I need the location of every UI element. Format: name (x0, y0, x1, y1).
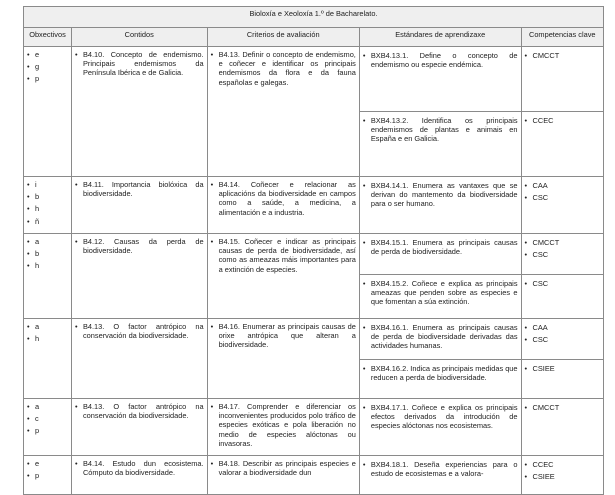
objective-item: • p (27, 426, 68, 435)
objective-item: • p (27, 74, 68, 83)
header-standards: Estándares de aprendizaxe (359, 28, 521, 47)
criterion-text: • B4.14. Coñecer e relacionar as aplicacións da biodiversidade en campos como a saúde, a medicina, a alimentación e a industria. (211, 180, 356, 217)
standard-text: • BXB4.13.2. Identifica os principais endemismos de plantas e animais en España e en Galicia. (363, 116, 518, 144)
objective-item: • h (27, 334, 68, 343)
content-text: • B4.13. O factor antrópico na conservación da biodiversidade. (75, 322, 204, 340)
standard-text: • BXB4.15.1. Enumera as principais causas de perda de biodiversidade. (363, 238, 518, 256)
criterion-text: • B4.13. Definir o concepto de endemismo, e coñecer e identificar os principais endemismos da flora e da fauna españolas e galegas. (211, 50, 356, 87)
objective-item: • b (27, 249, 68, 258)
standard-cell (359, 275, 521, 319)
competence-cell (521, 456, 603, 495)
standard-text: • BXB4.18.1. Deseña experiencias para o estudo de ecosistemas e a valora- (363, 460, 518, 478)
table-row (24, 399, 604, 456)
standard-cell (359, 112, 521, 177)
competence-item: • CMCCT (525, 238, 600, 247)
criterion-text: • B4.15. Coñecer e indicar as principais causas de perda de biodiversidade, así como as ameazas máis importantes para a extinción de especies. (211, 237, 356, 274)
competence-cell (521, 112, 603, 177)
objective-item: • c (27, 414, 68, 423)
competence-item: • CSIEE (525, 472, 600, 481)
table-row (24, 47, 604, 112)
competence-cell (521, 360, 603, 399)
objective-item: • ñ (27, 217, 68, 226)
criterion-cell (207, 399, 359, 456)
standard-cell (359, 360, 521, 399)
objective-item: • a (27, 237, 68, 246)
curriculum-table (23, 6, 604, 495)
criterion-cell (207, 319, 359, 399)
objective-item: • e (27, 50, 68, 59)
objectives-cell (24, 399, 72, 456)
objective-item: • g (27, 62, 68, 71)
competence-item: • CSC (525, 250, 600, 259)
table-row (24, 319, 604, 360)
objectives-cell (24, 47, 72, 177)
standard-text: • BXB4.16.2. Indica as principais medidas que reducen a perda de biodiversidade. (363, 364, 518, 382)
competence-cell (521, 399, 603, 456)
competence-item: • CSC (525, 279, 600, 288)
competence-item: • CSC (525, 335, 600, 344)
criterion-text: • B4.16. Enumerar as principais causas de orixe antrópica que alteran a biodiversidade. (211, 322, 356, 350)
header-competences: Competencias clave (521, 28, 603, 47)
standard-text: • BXB4.17.1. Coñece e explica os principais efectos derivados da introdución de especies alóctonas nos ecosistemas. (363, 403, 518, 431)
standard-cell (359, 234, 521, 275)
competence-item: • CMCCT (525, 403, 600, 412)
content-cell (71, 47, 207, 177)
content-cell (71, 399, 207, 456)
competence-cell (521, 47, 603, 112)
objective-item: • h (27, 204, 68, 213)
content-text: • B4.10. Concepto de endemismo. Principais endemismos da Península Ibérica e de Galicia. (75, 50, 204, 78)
standard-text: • BXB4.16.1. Enumera as principais causas de perda de biodiversidade derivadas das actividades humanas. (363, 323, 518, 351)
competence-item: • CSC (525, 193, 600, 202)
header-criteria: Criterios de avaliación (207, 28, 359, 47)
standard-cell (359, 47, 521, 112)
table-row (24, 177, 604, 234)
criterion-cell (207, 47, 359, 177)
header-contents: Contidos (71, 28, 207, 47)
standard-cell (359, 399, 521, 456)
competence-item: • CSIEE (525, 364, 600, 373)
objective-item: • h (27, 261, 68, 270)
competence-cell (521, 319, 603, 360)
content-text: • B4.14. Estudo dun ecosistema. Cómputo da biodiversidade. (75, 459, 204, 477)
competence-cell (521, 177, 603, 234)
content-cell (71, 319, 207, 399)
content-cell (71, 456, 207, 495)
objectives-cell (24, 319, 72, 399)
objective-item: • b (27, 192, 68, 201)
criterion-cell (207, 177, 359, 234)
standard-cell (359, 319, 521, 360)
table-row (24, 456, 604, 495)
objectives-cell (24, 234, 72, 319)
competence-item: • CCEC (525, 116, 600, 125)
objective-item: • p (27, 471, 68, 480)
table-row (24, 234, 604, 275)
header-objectives: Obxectivos (24, 28, 72, 47)
objective-item: • e (27, 459, 68, 468)
objective-item: • i (27, 180, 68, 189)
competence-cell (521, 234, 603, 275)
criterion-cell (207, 234, 359, 319)
criterion-text: • B4.17. Comprender e diferenciar os inconvenientes producidos polo tráfico de especies exóticas e pola liberación no medio de especies alóctonas ou invasoras. (211, 402, 356, 448)
competence-item: • CAA (525, 181, 600, 190)
standard-cell (359, 177, 521, 234)
content-text: • B4.12. Causas da perda de biodiversidade. (75, 237, 204, 255)
competence-item: • CCEC (525, 460, 600, 469)
standard-text: • BXB4.14.1. Enumera as vantaxes que se derivan do mantemento da biodiversidade para o ser humano. (363, 181, 518, 209)
content-text: • B4.13. O factor antrópico na conservación da biodiversidade. (75, 402, 204, 420)
content-text: • B4.11. Importancia biolóxica da biodiversidade. (75, 180, 204, 198)
competence-item: • CMCCT (525, 51, 600, 60)
content-cell (71, 177, 207, 234)
objectives-cell (24, 177, 72, 234)
criterion-cell (207, 456, 359, 495)
objective-item: • a (27, 322, 68, 331)
standard-text: • BXB4.13.1. Define o concepto de endemismo ou especie endémica. (363, 51, 518, 69)
competence-item: • CAA (525, 323, 600, 332)
content-cell (71, 234, 207, 319)
objective-item: • a (27, 402, 68, 411)
competence-cell (521, 275, 603, 319)
curriculum-table-wrapper (23, 6, 604, 495)
table-title: Bioloxía e Xeoloxía 1.º de Bacharelato. (24, 7, 604, 28)
objectives-cell (24, 456, 72, 495)
criterion-text: • B4.18. Describir as principais especies e valorar a biodiversidade dun (211, 459, 356, 477)
standard-cell (359, 456, 521, 495)
standard-text: • BXB4.15.2. Coñece e explica as principais ameazas que penden sobre as especies e que fomentan a súa extinción. (363, 279, 518, 307)
